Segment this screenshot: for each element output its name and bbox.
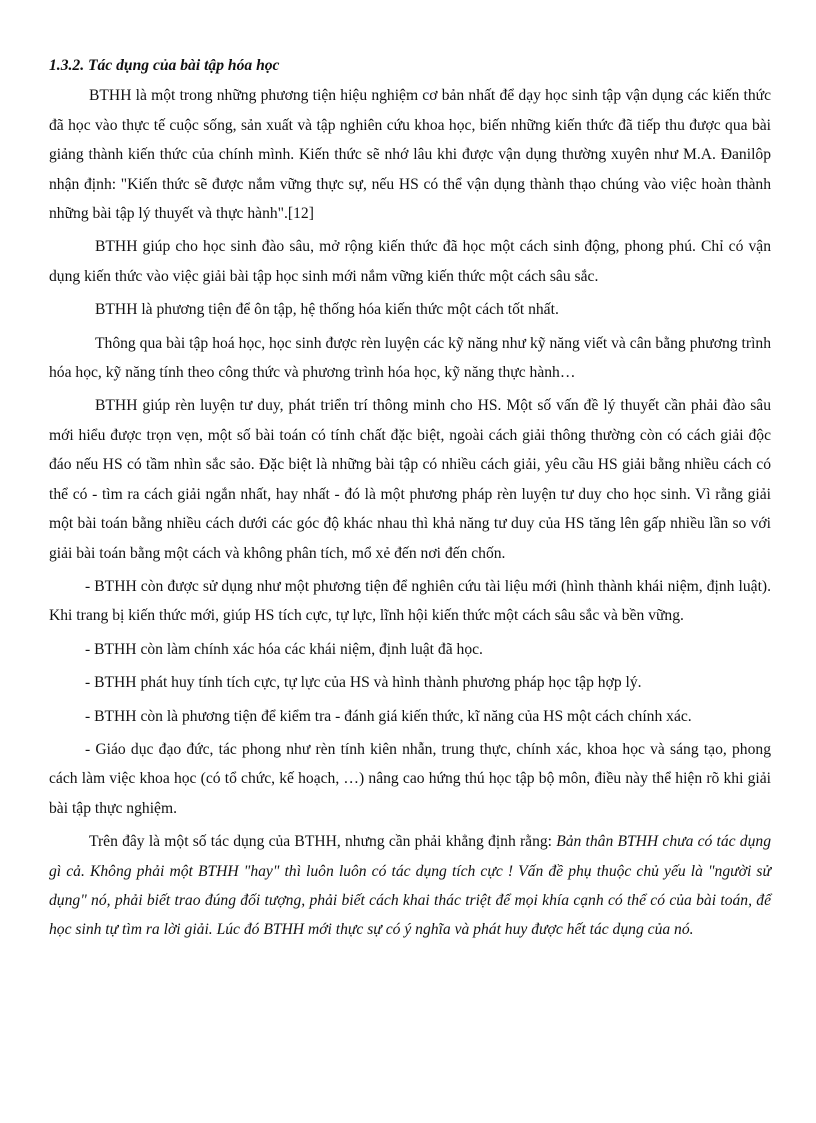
bullet-precise-concepts: - BTHH còn làm chính xác hóa các khái niệm, định luật đã học. [85, 640, 483, 658]
paragraph-intro: BTHH là một trong những phương tiện hiệu nghiệm cơ bản nhất để dạy học sinh tập vận dụng các kiến thức đã học vào thực tế cuộc sống, sản xuất và tập nghiên cứu khoa học, biến những kiến thức đã tiếp thu được qua bài giảng thành kiến thức của chính mình. Kiến thức sẽ nhớ lâu khi được vận dụng thường xuyên như M.A. Đanilôp nhận định: "Kiến thức sẽ được nắm vững thực sự, nếu HS có thể vận dụng thành thạo chúng vào việc hoàn thành những bài tập lý thuyết và thực hành".[12] [49, 87, 771, 223]
section-heading: 1.3.2. Tác dụng của bài tập hóa học [49, 57, 280, 74]
bullet-new-material: - BTHH còn được sử dụng như một phương tiện để nghiên cứu tài liệu mới (hình thành khái niệm, định luật). Khi trang bị kiến thức mới, giúp HS tích cực, tự lực, lĩnh hội kiến thức một cách sâu sắc và bền vững. [49, 577, 771, 625]
paragraph-conclusion [49, 827, 771, 945]
bullet-moral-education: - Giáo dục đạo đức, tác phong như rèn tính kiên nhẫn, trung thực, chính xác, khoa học và sáng tạo, phong cách làm việc khoa học (có tổ chức, kế hoạch, …) nâng cao hứng thú học tập bộ môn, điều này thể hiện rõ khi giải bài tập thực nghiệm. [49, 740, 771, 817]
paragraph-skills: Thông qua bài tập hoá học, học sinh được rèn luyện các kỹ năng như kỹ năng viết và cân bằng phương trình hóa học, kỹ năng tính theo công thức và phương trình hóa học, kỹ năng thực hành… [49, 334, 771, 382]
bullet-assessment: - BTHH còn là phương tiện để kiểm tra - đánh giá kiến thức, kĩ năng của HS một cách chính xác. [85, 707, 692, 725]
conclusion-lead: Trên đây là một số tác dụng của BTHH, nhưng cần phải khẳng định rằng: [89, 833, 557, 851]
paragraph-deepen-knowledge: BTHH giúp cho học sinh đào sâu, mở rộng kiến thức đã học một cách sinh động, phong phú. Chỉ có vận dụng kiến thức vào việc giải bài tập học sinh mới nắm vững kiến thức một cách sâu sắc. [49, 238, 771, 285]
conclusion-emphasis: Bản thân BTHH chưa có tác dụng gì cả. Không phải một BTHH "hay" thì luôn luôn có tác dụng tích cực ! Vấn đề phụ thuộc chủ yếu là "người sử dụng" nó, phải biết trao đúng đối tượng, phải biết cách khai thác triệt để mọi khía cạnh có thể có của bài toán, để học sinh tự tìm ra lời giải. Lúc đó BTHH mới thực sự có ý nghĩa và phát huy được hết tác dụng của nó. [49, 833, 771, 939]
paragraph-review: BTHH là phương tiện để ôn tập, hệ thống hóa kiến thức một cách tốt nhất. [95, 301, 559, 319]
bullet-active-learning: - BTHH phát huy tính tích cực, tự lực của HS và hình thành phương pháp học tập hợp lý. [85, 674, 642, 692]
document-page [49, 51, 771, 949]
paragraph-thinking: BTHH giúp rèn luyện tư duy, phát triển trí thông minh cho HS. Một số vấn đề lý thuyết cần phải đào sâu mới hiểu được trọn vẹn, một số bài toán có tính chất đặc biệt, ngoài cách giải thông thường còn có cách giải độc đáo nếu HS có tầm nhìn sắc sảo. Đặc biệt là những bài tập có nhiều cách giải, yêu cầu HS giải bằng nhiều cách có thể có - tìm ra cách giải ngắn nhất, hay nhất - đó là một phương pháp rèn luyện tư duy cho học sinh. Vì rằng giải một bài toán bằng nhiều cách dưới các góc độ khác nhau thì khả năng tư duy của HS tăng lên gấp nhiều lần so với giải bài toán bằng một cách và không phân tích, mổ xẻ đến nơi đến chốn. [49, 397, 771, 562]
